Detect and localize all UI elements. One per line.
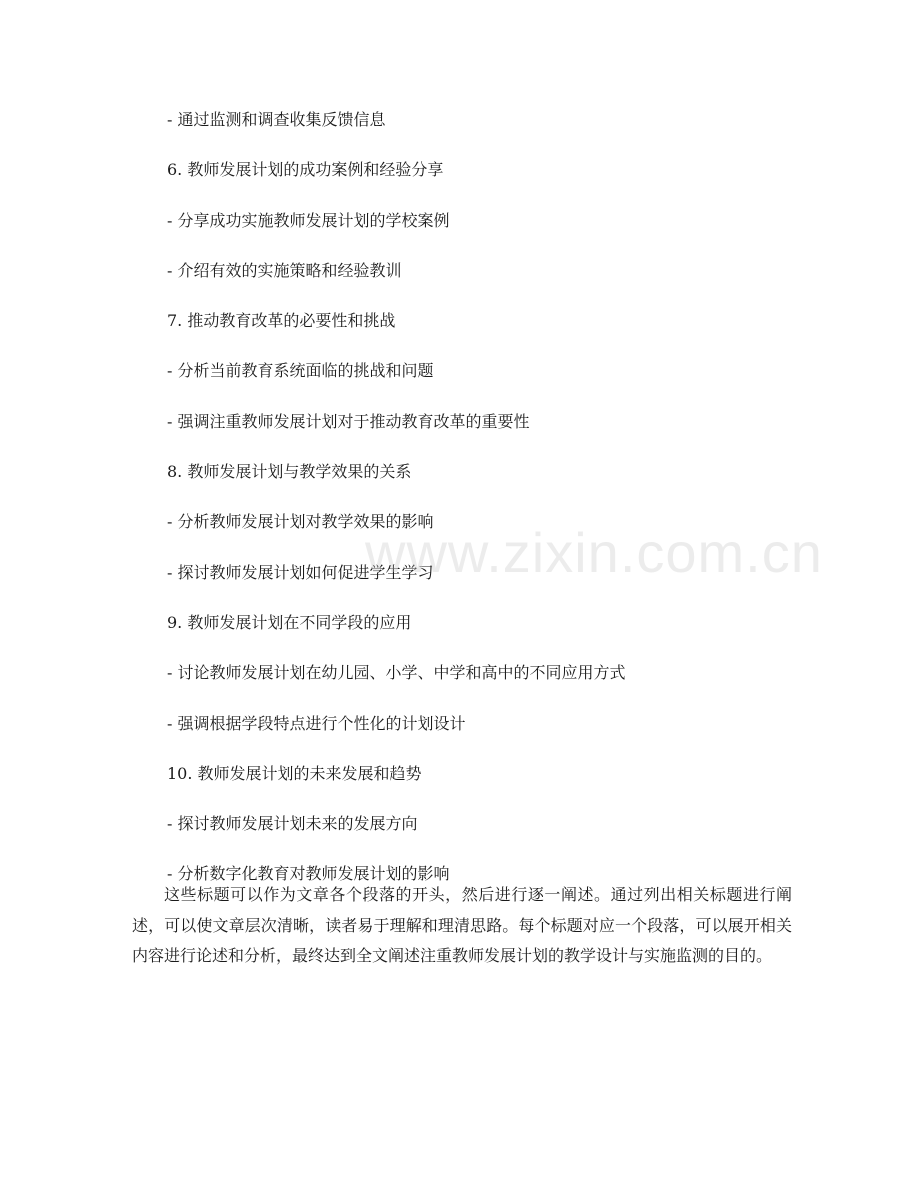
watermark: www.zixin.com.cn — [365, 521, 823, 584]
list-item: - 强调根据学段特点进行个性化的计划设计 — [167, 713, 466, 733]
section-heading: 6. 教师发展计划的成功案例和经验分享 — [167, 160, 444, 180]
list-item: - 分析数字化教育对教师发展计划的影响 — [167, 864, 450, 884]
section-heading: 8. 教师发展计划与教学效果的关系 — [167, 462, 412, 482]
list-item: - 通过监测和调查收集反馈信息 — [167, 110, 386, 129]
list-item: - 探讨教师发展计划如何促进学生学习 — [167, 562, 434, 582]
list-item: - 讨论教师发展计划在幼儿园、小学、中学和高中的不同应用方式 — [167, 663, 626, 683]
list-item: - 探讨教师发展计划未来的发展方向 — [167, 814, 418, 834]
outline-list — [167, 106, 807, 911]
section-heading: 10. 教师发展计划的未来发展和趋势 — [167, 763, 422, 783]
list-item: - 分享成功实施教师发展计划的学校案例 — [167, 210, 450, 230]
list-item: - 分析教师发展计划对教学效果的影响 — [167, 512, 434, 532]
summary-paragraph: 这些标题可以作为文章各个段落的开头，然后进行逐一阐述。通过列出相关标题进行阐述，可以使文章层次清晰，读者易于理解和理清思路。每个标题对应一个段落，可以展开相关内容进行论述和分析，最终达到全文阐述注重教师发展计划的教学设计与实施监测的目的。 — [132, 885, 792, 965]
list-item: - 介绍有效的实施策略和经验教训 — [167, 260, 402, 280]
section-heading: 7. 推动教育改革的必要性和挑战 — [167, 311, 396, 331]
section-heading: 9. 教师发展计划在不同学段的应用 — [167, 612, 412, 632]
list-item: - 强调注重教师发展计划对于推动教育改革的重要性 — [167, 411, 530, 431]
list-item: - 分析当前教育系统面临的挑战和问题 — [167, 361, 434, 381]
